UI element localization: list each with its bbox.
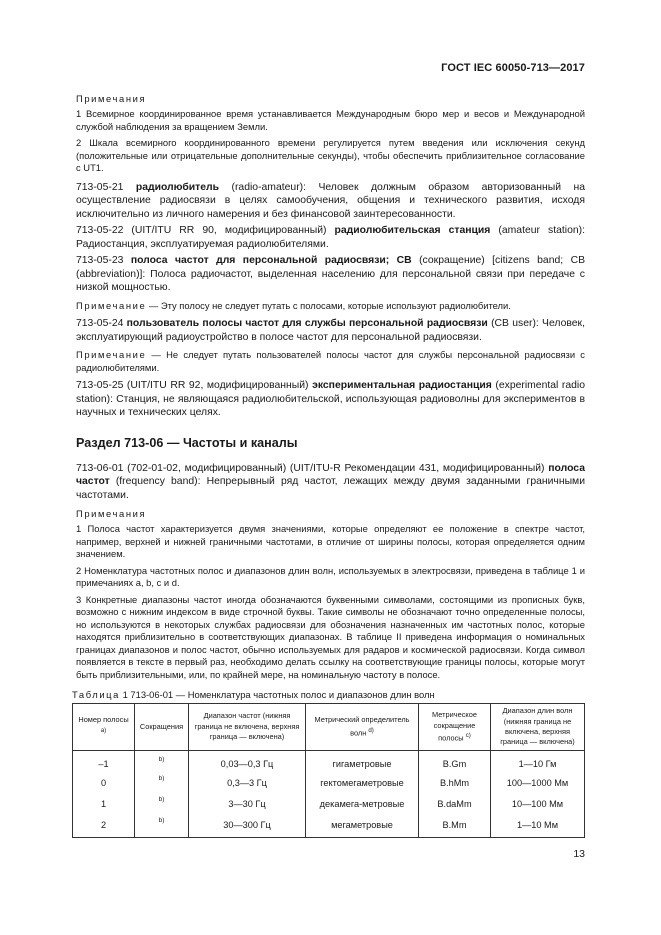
page-number: 13 [573, 848, 585, 860]
header-band-number: Номер полосы $^{a)}$ [73, 704, 135, 751]
entry-number: 713-05-22 (UIT/ITU RR 90, модифицированный) [76, 225, 327, 236]
entry-term: радиолюбительская станция [334, 225, 491, 236]
entry-713-05-25 [76, 379, 585, 420]
entry-definition: (сокращение) [citizens band; CB (abbreviation)]: Полоса радиочастот, выделенная населению для персональной связи при передаче с низкой мощностью. [76, 255, 585, 293]
note-2: 2 Шкала всемирного координированного времени регулируется путем введения или исключения секунд (положительные или отрицательные дополнительные секунды), чтобы обеспечить приблизительное согласование с UT1. [76, 137, 585, 173]
standard-header: ГОСТ IEC 60050-713—2017 [441, 62, 585, 74]
table-row: 2 b) 30—300 Гц мегаметровые B.Mm 1—10 Мм [73, 814, 585, 838]
table-caption [72, 689, 585, 700]
entry-term: полоса частот [76, 462, 585, 487]
table-row: –1 b) 0,03—0,3 Гц гигаметровые B.Gm 1—10 Гм [73, 751, 585, 773]
entry-term: радиолюбитель [135, 181, 220, 193]
note-3: 3 Конкретные диапазоны частот иногда обозначаются буквенными символами, состоящими из прописных букв, возможно с нижним индексом в виде строчной буквы. Такие символы не обозначают точно определенные полосы, но используются в некоторых службах радиосвязи для обозначения назначенных им частотных полос, которые находятся приблизительно в соответствующих диапазонах. В таблице II приведена информация о номинальных границах диапазонов и полос частот, обычно используемых для радаров и космической радиосвязи. Когда символ появляется в тексте в первый раз, необходимо делать ссылку на соответствующие границы полосы, которые могут быть приблизительными, или, по крайней мере, на номинальную частоту в полосе. [76, 593, 585, 680]
entry-term: экспериментальная радиостанция [312, 380, 492, 391]
entry-713-05-23 [76, 254, 585, 295]
entry-713-05-21 [76, 181, 585, 222]
header-frequency-range: Диапазон частот (нижняя граница не включена, верхняя граница — включена) [189, 704, 306, 751]
note-2: 2 Номенклатура частотных полос и диапазонов длин волн, используемых в электросвязи, приведена в таблице 1 и примечаниях a, b, c и d. [76, 564, 585, 588]
header-metric-abbreviation: Метрическое сокращение полосы $^{c)}$ [419, 704, 491, 751]
entry-number: 713-05-21 [76, 181, 124, 193]
entry-number: 713-05-24 [76, 318, 124, 329]
notes-title: Примечания [76, 508, 147, 519]
note-label: Примечание [76, 299, 147, 311]
entry-definition: (amateur station): Радиостанция, эксплуатируемая радиолюбителями. [76, 225, 585, 250]
entry-713-05-24 [76, 317, 585, 344]
note-1: 1 Полоса частот характеризуется двумя значениями, которые определяют ее положение в спектре частот, например, верхней и нижней граничными частотами, в отличие от ширины полосы, которая определяется одним значением. [76, 523, 585, 559]
note-label: Примечание [76, 349, 147, 360]
entry-note [76, 349, 585, 374]
header-abbreviation: Сокращения [135, 704, 189, 751]
note-text: — Эту полосу не следует путать с полосами, которые используют радиолюбители. [146, 299, 511, 311]
document-body [72, 93, 586, 838]
note-1: 1 Всемирное координированное время устанавливается Международным бюро мер и весов и Международной службой наблюдения за вращением Земли. [76, 108, 585, 132]
entry-definition: (radio-amateur): Человек должным образом авторизованный на осуществление радиосвязи в целях самообучения, общения и технического развития, исходя исключительно из личного намерения и без финансовой заинтересованности. [76, 181, 585, 220]
entry-number: 713-05-23 [76, 255, 124, 266]
table-caption-label: Таблица [72, 689, 120, 700]
header-wavelength-range: Диапазон длин волн (нижняя граница не включена, верхняя граница — включена) [491, 704, 585, 751]
section-title: Раздел 713-06 — Частоты и каналы [76, 435, 298, 450]
note-text: — Не следует путать пользователей полосы частот для службы персональной радиосвязи с радиолюбителями. [76, 349, 585, 373]
entry-definition: (frequency band): Непрерывный ряд частот, лежащих между двумя заданными граничными частотами. [76, 476, 585, 501]
entry-term: полоса частот для персональной радиосвязи; CB [130, 255, 412, 266]
header-metric-designation: Метрический определитель волн $^{d)}$ [306, 704, 419, 751]
table-row: 0 b) 0,3—3 Гц гектомегаметровые B.hMm 100—1000 Мм [73, 772, 585, 793]
entry-713-05-22 [76, 224, 585, 251]
table-caption-text: 1 713-06-01 — Номенклатура частотных полос и диапазонов длин волн [119, 689, 435, 700]
entry-definition: (CB user): Человек, эксплуатирующий радиоустройство в полосе частот для персональной радиосвязи. [76, 318, 585, 343]
entry-number: 713-05-25 (UIT/ITU RR 92, модифицированный) [76, 380, 309, 391]
table-row: 1 b) 3—30 Гц декамега-метровые B.daMm 10—100 Мм [73, 793, 585, 814]
notes-title: Примечания [76, 93, 147, 104]
entry-note [76, 300, 585, 313]
frequency-band-table [72, 703, 585, 838]
entry-definition: (experimental radio station): Станция, не являющаяся радиолюбительской, использующая радиоволны для экспериментов в научных и технических целях. [76, 380, 586, 418]
table-header-row [73, 704, 585, 751]
entry-number: 713-06-01 (702-01-02, модифицированный) (UIT/ITU-R Рекомендации 431, модифицированный) [76, 462, 545, 474]
entry-term: пользователь полосы частот для службы персональной радиосвязи [126, 318, 488, 329]
entry-713-06-01 [76, 462, 585, 503]
